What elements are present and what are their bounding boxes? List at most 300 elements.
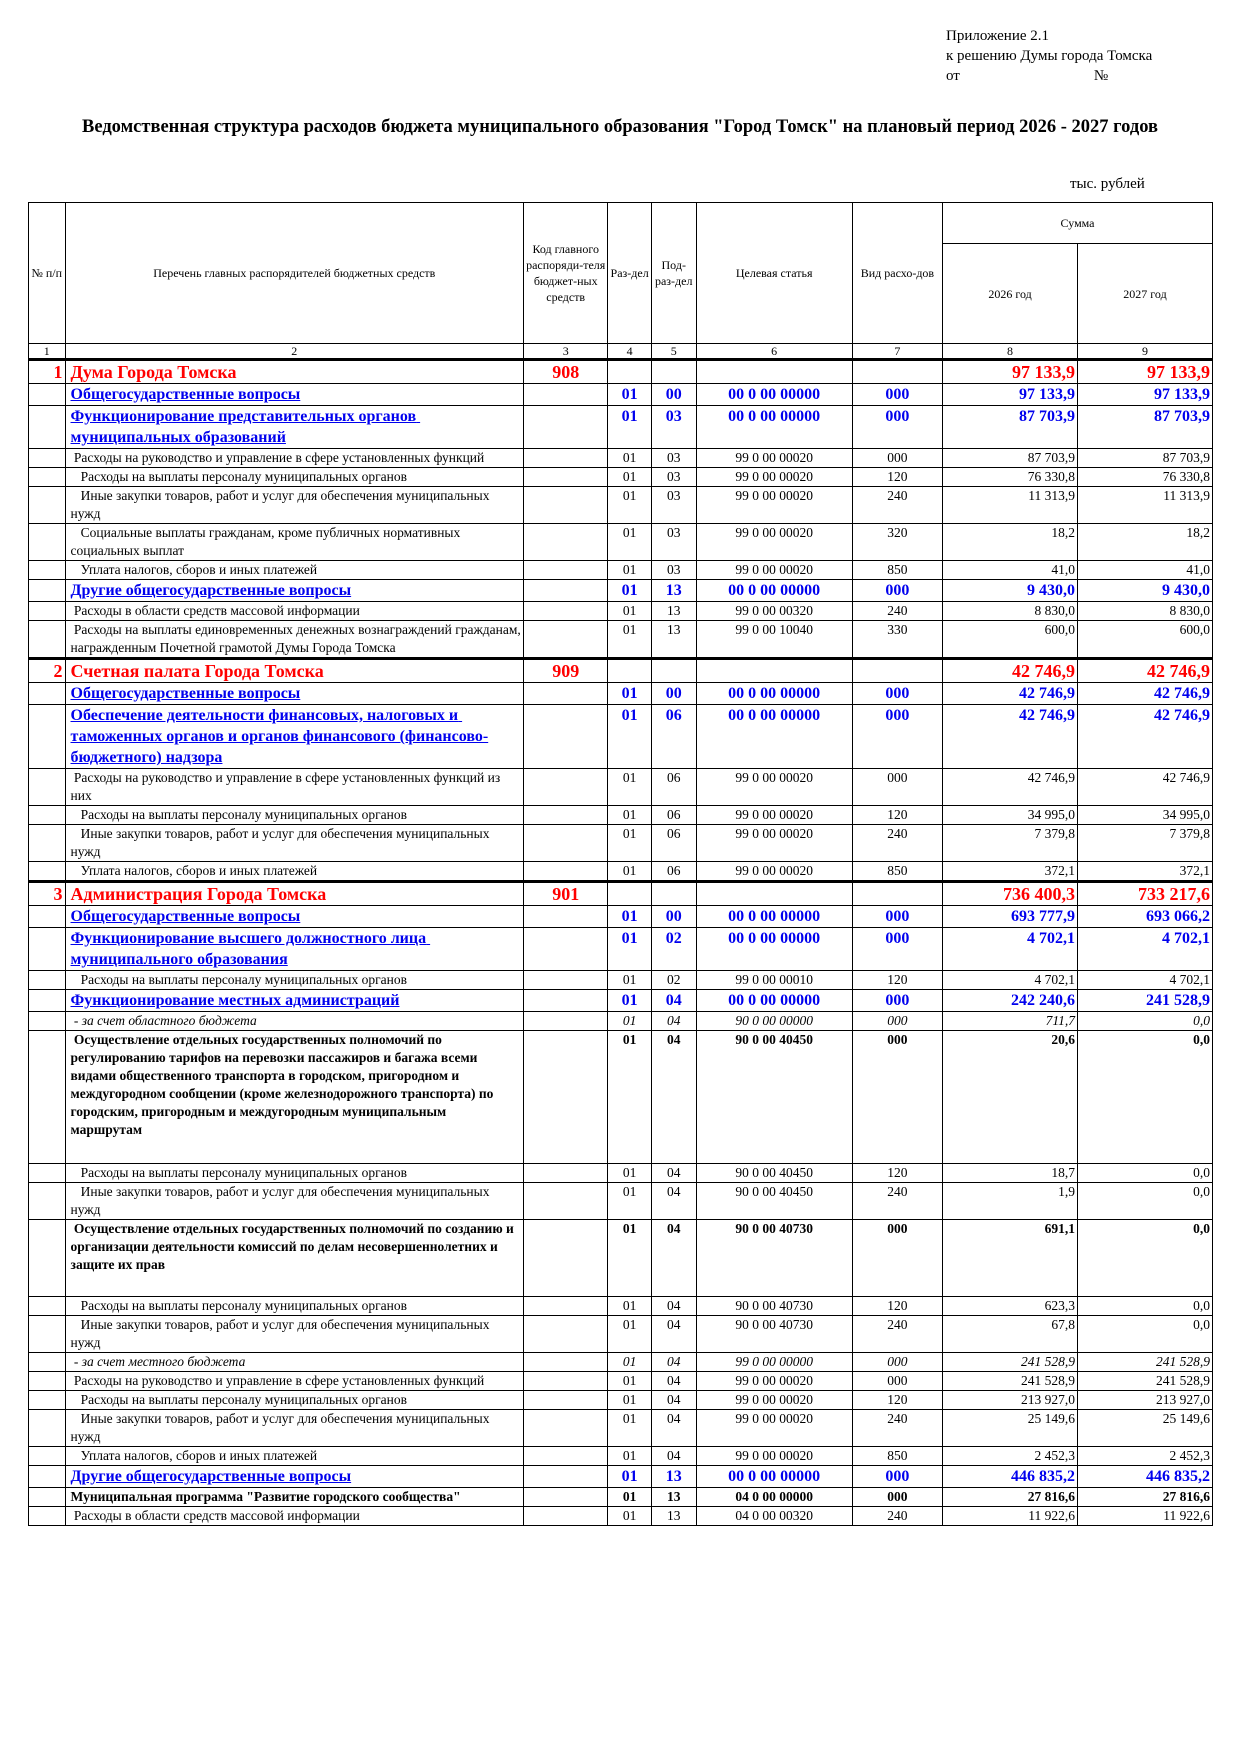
row-sum-2026: 9 430,0 — [943, 580, 1078, 602]
row-podrazdel: 13 — [651, 602, 696, 621]
row-sum-2027: 42 746,9 — [1077, 683, 1212, 705]
col-num: 8 — [943, 344, 1078, 360]
row-razdel: 01 — [608, 1012, 652, 1031]
row-razdel: 01 — [608, 862, 652, 882]
row-code — [524, 449, 608, 468]
section-row — [29, 705, 1213, 769]
row-target: 00 0 00 00000 — [696, 406, 852, 449]
row-name: Уплата налогов, сборов и иных платежей — [65, 862, 524, 882]
row-razdel: 01 — [608, 487, 652, 524]
row-vid: 120 — [852, 1391, 942, 1410]
row-vid: 240 — [852, 1410, 942, 1447]
department-row — [29, 360, 1213, 384]
row-name: Иные закупки товаров, работ и услуг для обеспечения муниципальных нужд — [65, 487, 524, 524]
table-row — [29, 621, 1213, 659]
table-row — [29, 602, 1213, 621]
row-podrazdel: 03 — [651, 524, 696, 561]
row-name: Социальные выплаты гражданам, кроме публичных нормативных социальных выплат — [65, 524, 524, 561]
row-number: 3 — [29, 882, 66, 906]
row-razdel: 01 — [608, 1297, 652, 1316]
col-num: 1 — [29, 344, 66, 360]
col-num: 5 — [651, 344, 696, 360]
row-podrazdel: 00 — [651, 683, 696, 705]
row-sum-2026: 736 400,3 — [943, 882, 1078, 906]
row-podrazdel: 13 — [651, 1488, 696, 1507]
row-razdel: 01 — [608, 406, 652, 449]
row-razdel: 01 — [608, 683, 652, 705]
row-sum-2027: 0,0 — [1077, 1297, 1212, 1316]
row-code: 901 — [524, 882, 608, 906]
appendix-no: № — [1093, 68, 1109, 84]
row-name: Расходы на выплаты персоналу муниципальных органов — [65, 971, 524, 990]
row-razdel: 01 — [608, 825, 652, 862]
row-podrazdel: 06 — [651, 862, 696, 882]
row-number — [29, 1447, 66, 1466]
row-name: Иные закупки товаров, работ и услуг для обеспечения муниципальных нужд — [65, 1316, 524, 1353]
row-number: 2 — [29, 659, 66, 683]
row-vid: 000 — [852, 683, 942, 705]
row-number — [29, 561, 66, 580]
section-row — [29, 906, 1213, 928]
row-podrazdel: 04 — [651, 1031, 696, 1164]
row-razdel: 01 — [608, 705, 652, 769]
row-code — [524, 524, 608, 561]
row-vid: 240 — [852, 1507, 942, 1526]
row-code — [524, 1391, 608, 1410]
header-2027: 2027 год — [1077, 244, 1212, 344]
row-razdel: 01 — [608, 524, 652, 561]
row-code — [524, 487, 608, 524]
row-podrazdel: 04 — [651, 1447, 696, 1466]
section-row — [29, 928, 1213, 971]
row-number — [29, 705, 66, 769]
row-name: Расходы на руководство и управление в сфере установленных функций — [65, 1372, 524, 1391]
section-row — [29, 580, 1213, 602]
row-podrazdel: 02 — [651, 971, 696, 990]
row-number — [29, 1316, 66, 1353]
row-sum-2027: 7 379,8 — [1077, 825, 1212, 862]
header-row — [29, 203, 1213, 244]
row-sum-2027: 693 066,2 — [1077, 906, 1212, 928]
row-target: 99 0 00 00020 — [696, 806, 852, 825]
row-code — [524, 1410, 608, 1447]
row-name: Администрация Города Томска — [65, 882, 524, 906]
row-podrazdel: 03 — [651, 561, 696, 580]
row-name: Счетная палата Города Томска — [65, 659, 524, 683]
budget-table — [28, 202, 1213, 1526]
row-sum-2026: 97 133,9 — [943, 384, 1078, 406]
row-sum-2027: 0,0 — [1077, 1183, 1212, 1220]
row-sum-2026: 87 703,9 — [943, 406, 1078, 449]
row-vid: 000 — [852, 1466, 942, 1488]
row-podrazdel: 04 — [651, 1183, 696, 1220]
table-row — [29, 1316, 1213, 1353]
row-sum-2027: 0,0 — [1077, 1220, 1212, 1297]
row-vid — [852, 659, 942, 683]
row-razdel — [608, 360, 652, 384]
row-razdel: 01 — [608, 1164, 652, 1183]
row-sum-2027: 4 702,1 — [1077, 928, 1212, 971]
row-number — [29, 384, 66, 406]
row-number — [29, 406, 66, 449]
table-row — [29, 769, 1213, 806]
section-row — [29, 406, 1213, 449]
table-row — [29, 561, 1213, 580]
row-number — [29, 1391, 66, 1410]
row-number — [29, 906, 66, 928]
row-razdel: 01 — [608, 468, 652, 487]
department-row — [29, 659, 1213, 683]
row-razdel: 01 — [608, 928, 652, 971]
row-code — [524, 906, 608, 928]
row-vid: 000 — [852, 580, 942, 602]
row-target: 00 0 00 00000 — [696, 384, 852, 406]
header-code: Код главного распоряди-теля бюджет-ных средств — [524, 203, 608, 344]
table-row — [29, 1507, 1213, 1526]
section-row — [29, 683, 1213, 705]
document-title: Ведомственная структура расходов бюджета муниципального образования "Город Томск" на плановый период 2026 - 2027 годов — [82, 117, 1158, 137]
row-vid: 240 — [852, 602, 942, 621]
row-sum-2027: 600,0 — [1077, 621, 1212, 659]
row-number — [29, 1297, 66, 1316]
row-razdel: 01 — [608, 1447, 652, 1466]
row-number — [29, 1012, 66, 1031]
row-number — [29, 1466, 66, 1488]
row-razdel: 01 — [608, 621, 652, 659]
row-sum-2027: 42 746,9 — [1077, 705, 1212, 769]
row-vid: 000 — [852, 705, 942, 769]
row-target: 90 0 00 40730 — [696, 1220, 852, 1297]
row-vid — [852, 360, 942, 384]
table-row — [29, 1372, 1213, 1391]
row-razdel — [608, 882, 652, 906]
row-number — [29, 928, 66, 971]
row-sum-2027: 8 830,0 — [1077, 602, 1212, 621]
row-code — [524, 862, 608, 882]
row-podrazdel: 04 — [651, 1353, 696, 1372]
row-podrazdel: 03 — [651, 487, 696, 524]
row-razdel: 01 — [608, 561, 652, 580]
row-target — [696, 659, 852, 683]
row-sum-2027: 97 133,9 — [1077, 384, 1212, 406]
row-target — [696, 882, 852, 906]
table-row — [29, 1031, 1213, 1164]
row-sum-2027: 372,1 — [1077, 862, 1212, 882]
row-sum-2026: 7 379,8 — [943, 825, 1078, 862]
row-vid — [852, 882, 942, 906]
row-name: Расходы на выплаты единовременных денежных вознаграждений гражданам, награжденным Почетной грамотой Думы Города Томска — [65, 621, 524, 659]
row-vid: 320 — [852, 524, 942, 561]
row-vid: 240 — [852, 1316, 942, 1353]
row-vid: 120 — [852, 1297, 942, 1316]
row-name: Расходы в области средств массовой информации — [65, 1507, 524, 1526]
row-code — [524, 468, 608, 487]
appendix-line2: к решению Думы города Томска — [946, 48, 1153, 64]
row-name: Общегосударственные вопросы — [65, 906, 524, 928]
row-podrazdel: 04 — [651, 1297, 696, 1316]
row-code — [524, 1164, 608, 1183]
row-vid: 000 — [852, 1353, 942, 1372]
row-sum-2026: 41,0 — [943, 561, 1078, 580]
row-number — [29, 769, 66, 806]
row-name: Функционирование высшего должностного лица муниципального образования — [65, 928, 524, 971]
row-podrazdel: 13 — [651, 1466, 696, 1488]
row-sum-2027: 76 330,8 — [1077, 468, 1212, 487]
row-number — [29, 1220, 66, 1297]
header-summa: Сумма — [943, 203, 1213, 244]
row-code — [524, 1297, 608, 1316]
row-target: 00 0 00 00000 — [696, 705, 852, 769]
section-row — [29, 384, 1213, 406]
row-sum-2027: 87 703,9 — [1077, 406, 1212, 449]
row-target: 99 0 00 00020 — [696, 449, 852, 468]
row-podrazdel: 00 — [651, 384, 696, 406]
row-name: Иные закупки товаров, работ и услуг для обеспечения муниципальных нужд — [65, 1183, 524, 1220]
table-row — [29, 1297, 1213, 1316]
row-razdel: 01 — [608, 1507, 652, 1526]
row-vid: 000 — [852, 1220, 942, 1297]
row-podrazdel: 04 — [651, 1410, 696, 1447]
row-target: 00 0 00 00000 — [696, 683, 852, 705]
row-name: Расходы на выплаты персоналу муниципальных органов — [65, 468, 524, 487]
row-target: 99 0 00 00000 — [696, 1353, 852, 1372]
row-podrazdel: 06 — [651, 825, 696, 862]
row-name: Функционирование представительных органов муниципальных образований — [65, 406, 524, 449]
row-podrazdel: 04 — [651, 1391, 696, 1410]
department-row — [29, 882, 1213, 906]
row-target: 99 0 00 00020 — [696, 524, 852, 561]
row-code — [524, 1183, 608, 1220]
header-target: Целевая статья — [696, 203, 852, 344]
table-row — [29, 806, 1213, 825]
row-number — [29, 1183, 66, 1220]
section-row — [29, 990, 1213, 1012]
row-sum-2027: 27 816,6 — [1077, 1488, 1212, 1507]
row-vid: 850 — [852, 862, 942, 882]
row-name: Уплата налогов, сборов и иных платежей — [65, 1447, 524, 1466]
row-number: 1 — [29, 360, 66, 384]
table-row — [29, 524, 1213, 561]
row-vid: 850 — [852, 561, 942, 580]
row-target: 99 0 00 00020 — [696, 1410, 852, 1447]
row-name: Общегосударственные вопросы — [65, 384, 524, 406]
row-vid: 850 — [852, 1447, 942, 1466]
table-row — [29, 487, 1213, 524]
col-num: 6 — [696, 344, 852, 360]
row-number — [29, 1507, 66, 1526]
row-target: 99 0 00 00010 — [696, 971, 852, 990]
row-code — [524, 1372, 608, 1391]
appendix-block — [946, 26, 1226, 86]
row-name: Функционирование местных администраций — [65, 990, 524, 1012]
row-target: 00 0 00 00000 — [696, 990, 852, 1012]
row-sum-2026: 42 746,9 — [943, 683, 1078, 705]
row-sum-2027: 241 528,9 — [1077, 990, 1212, 1012]
row-number — [29, 1353, 66, 1372]
row-podrazdel: 04 — [651, 1220, 696, 1297]
row-name: Иные закупки товаров, работ и услуг для обеспечения муниципальных нужд — [65, 1410, 524, 1447]
row-sum-2027: 11 922,6 — [1077, 1507, 1212, 1526]
header-no: № п/п — [29, 203, 66, 344]
row-sum-2027: 241 528,9 — [1077, 1353, 1212, 1372]
row-code — [524, 806, 608, 825]
row-sum-2026: 2 452,3 — [943, 1447, 1078, 1466]
row-code — [524, 406, 608, 449]
row-target: 04 0 00 00000 — [696, 1488, 852, 1507]
row-target — [696, 360, 852, 384]
col-num: 3 — [524, 344, 608, 360]
row-sum-2027: 0,0 — [1077, 1012, 1212, 1031]
row-code — [524, 683, 608, 705]
row-razdel: 01 — [608, 769, 652, 806]
row-number — [29, 1372, 66, 1391]
row-target: 04 0 00 00320 — [696, 1507, 852, 1526]
row-name: Расходы на выплаты персоналу муниципальных органов — [65, 806, 524, 825]
row-target: 99 0 00 00020 — [696, 825, 852, 862]
row-sum-2026: 600,0 — [943, 621, 1078, 659]
row-razdel: 01 — [608, 906, 652, 928]
row-target: 00 0 00 00000 — [696, 906, 852, 928]
table-row — [29, 971, 1213, 990]
row-code: 909 — [524, 659, 608, 683]
units-label: тыс. рублей — [1070, 176, 1145, 192]
row-target: 00 0 00 00000 — [696, 580, 852, 602]
row-sum-2027: 0,0 — [1077, 1316, 1212, 1353]
row-sum-2027: 41,0 — [1077, 561, 1212, 580]
row-podrazdel: 04 — [651, 1164, 696, 1183]
col-num: 9 — [1077, 344, 1212, 360]
row-sum-2027: 446 835,2 — [1077, 1466, 1212, 1488]
table-row — [29, 1353, 1213, 1372]
row-target: 99 0 00 00020 — [696, 561, 852, 580]
table-row — [29, 1012, 1213, 1031]
row-razdel: 01 — [608, 449, 652, 468]
row-target: 90 0 00 00000 — [696, 1012, 852, 1031]
row-vid: 240 — [852, 1183, 942, 1220]
row-target: 00 0 00 00000 — [696, 928, 852, 971]
row-vid: 330 — [852, 621, 942, 659]
row-number — [29, 971, 66, 990]
row-number — [29, 825, 66, 862]
row-target: 99 0 00 00020 — [696, 1447, 852, 1466]
row-name: Дума Города Томска — [65, 360, 524, 384]
row-code — [524, 384, 608, 406]
row-name: Другие общегосударственные вопросы — [65, 1466, 524, 1488]
row-razdel: 01 — [608, 990, 652, 1012]
row-sum-2027: 733 217,6 — [1077, 882, 1212, 906]
row-vid: 000 — [852, 769, 942, 806]
row-sum-2027: 9 430,0 — [1077, 580, 1212, 602]
row-name: Расходы на руководство и управление в сфере установленных функций — [65, 449, 524, 468]
row-podrazdel: 02 — [651, 928, 696, 971]
row-sum-2026: 8 830,0 — [943, 602, 1078, 621]
row-sum-2026: 42 746,9 — [943, 769, 1078, 806]
row-number — [29, 524, 66, 561]
row-target: 99 0 00 00020 — [696, 1391, 852, 1410]
row-sum-2027: 97 133,9 — [1077, 360, 1212, 384]
header-podrazdel: Под-раз-дел — [651, 203, 696, 344]
row-vid: 120 — [852, 806, 942, 825]
row-razdel: 01 — [608, 1410, 652, 1447]
row-name: Общегосударственные вопросы — [65, 683, 524, 705]
table-row — [29, 1447, 1213, 1466]
row-target: 90 0 00 40450 — [696, 1164, 852, 1183]
row-razdel: 01 — [608, 1391, 652, 1410]
row-podrazdel: 13 — [651, 580, 696, 602]
row-sum-2026: 242 240,6 — [943, 990, 1078, 1012]
row-sum-2027: 42 746,9 — [1077, 659, 1212, 683]
row-target: 99 0 00 00020 — [696, 1372, 852, 1391]
row-vid: 000 — [852, 928, 942, 971]
row-target: 99 0 00 00020 — [696, 862, 852, 882]
row-target: 90 0 00 40450 — [696, 1183, 852, 1220]
col-num: 7 — [852, 344, 942, 360]
row-code — [524, 580, 608, 602]
table-row — [29, 1391, 1213, 1410]
row-sum-2026: 4 702,1 — [943, 928, 1078, 971]
row-code — [524, 602, 608, 621]
row-vid: 000 — [852, 449, 942, 468]
row-sum-2027: 2 452,3 — [1077, 1447, 1212, 1466]
row-code — [524, 1316, 608, 1353]
row-sum-2026: 11 922,6 — [943, 1507, 1078, 1526]
row-code — [524, 1012, 608, 1031]
row-sum-2026: 4 702,1 — [943, 971, 1078, 990]
row-sum-2026: 97 133,9 — [943, 360, 1078, 384]
row-name: Муниципальная программа "Развитие городского сообщества" — [65, 1488, 524, 1507]
row-razdel: 01 — [608, 1031, 652, 1164]
row-code — [524, 1488, 608, 1507]
row-name: Другие общегосударственные вопросы — [65, 580, 524, 602]
col-num: 4 — [608, 344, 652, 360]
row-podrazdel: 03 — [651, 406, 696, 449]
row-podrazdel: 03 — [651, 468, 696, 487]
row-name: - за счет областного бюджета — [65, 1012, 524, 1031]
row-podrazdel: 06 — [651, 806, 696, 825]
table-row — [29, 1488, 1213, 1507]
row-target: 99 0 00 00020 — [696, 487, 852, 524]
row-razdel: 01 — [608, 1220, 652, 1297]
table-row — [29, 468, 1213, 487]
row-code — [524, 825, 608, 862]
row-code — [524, 1507, 608, 1526]
row-podrazdel: 04 — [651, 990, 696, 1012]
row-number — [29, 1031, 66, 1164]
row-code: 908 — [524, 360, 608, 384]
row-name: Расходы на выплаты персоналу муниципальных органов — [65, 1297, 524, 1316]
row-sum-2026: 25 149,6 — [943, 1410, 1078, 1447]
row-sum-2027: 241 528,9 — [1077, 1372, 1212, 1391]
table-row — [29, 862, 1213, 882]
row-sum-2026: 42 746,9 — [943, 705, 1078, 769]
row-podrazdel — [651, 360, 696, 384]
row-code — [524, 1031, 608, 1164]
row-vid: 240 — [852, 487, 942, 524]
header-razdel: Раз-дел — [608, 203, 652, 344]
header-name: Перечень главных распорядителей бюджетных средств — [65, 203, 524, 344]
row-sum-2026: 241 528,9 — [943, 1353, 1078, 1372]
row-vid: 240 — [852, 825, 942, 862]
row-sum-2026: 693 777,9 — [943, 906, 1078, 928]
row-name: Обеспечение деятельности финансовых, налоговых и таможенных органов и органов финансового (финансово-бюджетного) надзора — [65, 705, 524, 769]
row-podrazdel: 04 — [651, 1316, 696, 1353]
row-sum-2026: 691,1 — [943, 1220, 1078, 1297]
row-sum-2026: 87 703,9 — [943, 449, 1078, 468]
row-code — [524, 971, 608, 990]
row-code — [524, 1466, 608, 1488]
row-vid: 000 — [852, 1488, 942, 1507]
row-number — [29, 621, 66, 659]
